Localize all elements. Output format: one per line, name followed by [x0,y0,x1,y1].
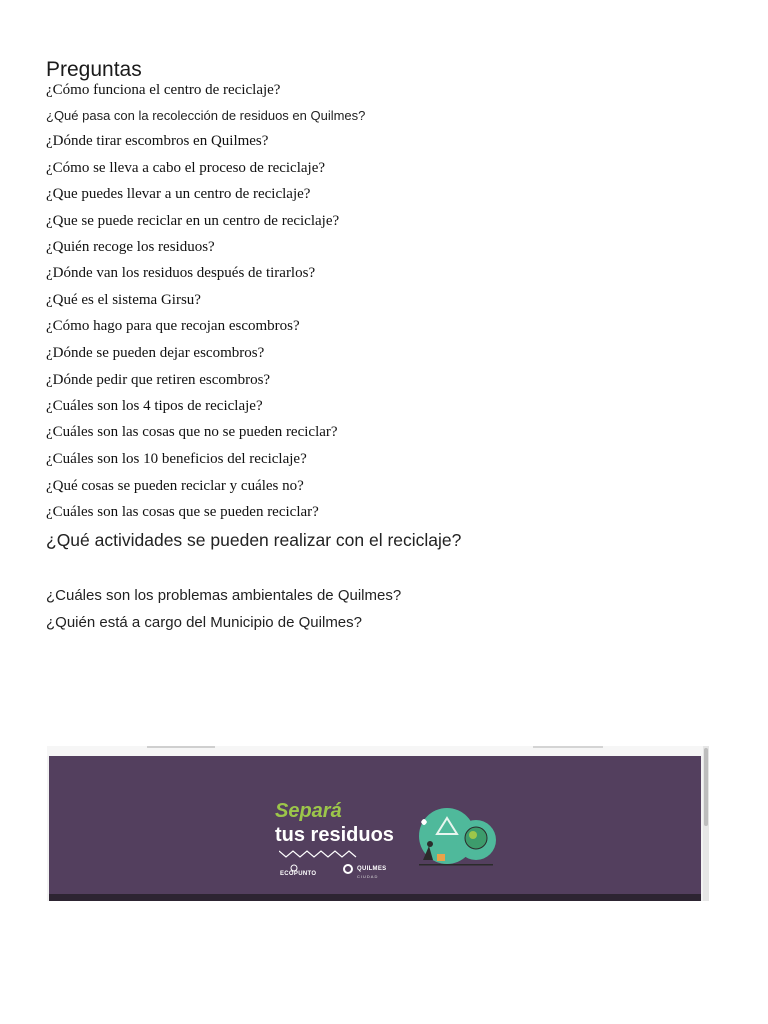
recycling-earth-illustration [409,806,509,878]
banner-title-line2: tus residuos [275,824,394,846]
question-item: ¿Qué pasa con la recolección de residuos en Quilmes? [46,108,366,123]
question-item: ¿Que puedes llevar a un centro de reciclaje? [46,186,311,202]
screenshot-top-bar [47,746,703,756]
ecopunto-logo: ECOPUNTO [280,871,317,877]
question-item: ¿Cómo funciona el centro de reciclaje? [46,82,281,98]
question-item: ¿Quién recoge los residuos? [46,239,215,255]
question-item: ¿Cuáles son los problemas ambientales de Quilmes? [46,587,402,604]
question-item: ¿Dónde se pueden dejar escombros? [46,345,265,361]
banner-title-line1: Separá [275,800,342,822]
question-item: ¿Dónde tirar escombros en Quilmes? [46,133,269,149]
banner-bottom-strip [49,894,701,901]
question-item: ¿Dónde pedir que retiren escombros? [46,372,271,388]
blurred-nav-text [147,746,215,748]
question-item: ¿Que se puede reciclar en un centro de reciclaje? [46,213,340,229]
question-item: ¿Cuáles son los 4 tipos de reciclaje? [46,398,263,414]
question-item: ¿Quién está a cargo del Municipio de Quilmes? [46,614,362,631]
question-item: ¿Qué cosas se pueden reciclar y cuáles no? [46,478,304,494]
question-item: ¿Dónde van los residuos después de tirarlos? [46,265,316,281]
question-item: ¿Cómo hago para que recojan escombros? [46,318,300,334]
quilmes-logo-subtitle: CIUDAD [357,874,379,879]
question-item: ¿Cuáles son los 10 beneficios del reciclaje? [46,451,307,467]
quilmes-logo-icon [343,864,353,874]
zigzag-decoration [279,850,359,858]
question-item: ¿Cómo se lleva a cabo el proceso de reciclaje? [46,160,326,176]
embedded-banner-screenshot [47,746,709,901]
blurred-nav-text [533,746,603,748]
question-item: ¿Cuáles son las cosas que se pueden reciclar? [46,504,319,520]
question-item: ¿Qué es el sistema Girsu? [46,292,201,308]
question-item: ¿Qué actividades se pueden realizar con el reciclaje? [46,530,462,550]
scrollbar-thumb[interactable] [704,748,708,826]
ecopunto-logo-icon [277,860,317,880]
separa-residuos-banner [49,756,701,894]
quilmes-logo: QUILMES [357,866,387,872]
page-title: Preguntas [46,58,142,81]
question-item: ¿Cuáles son las cosas que no se pueden reciclar? [46,424,338,440]
